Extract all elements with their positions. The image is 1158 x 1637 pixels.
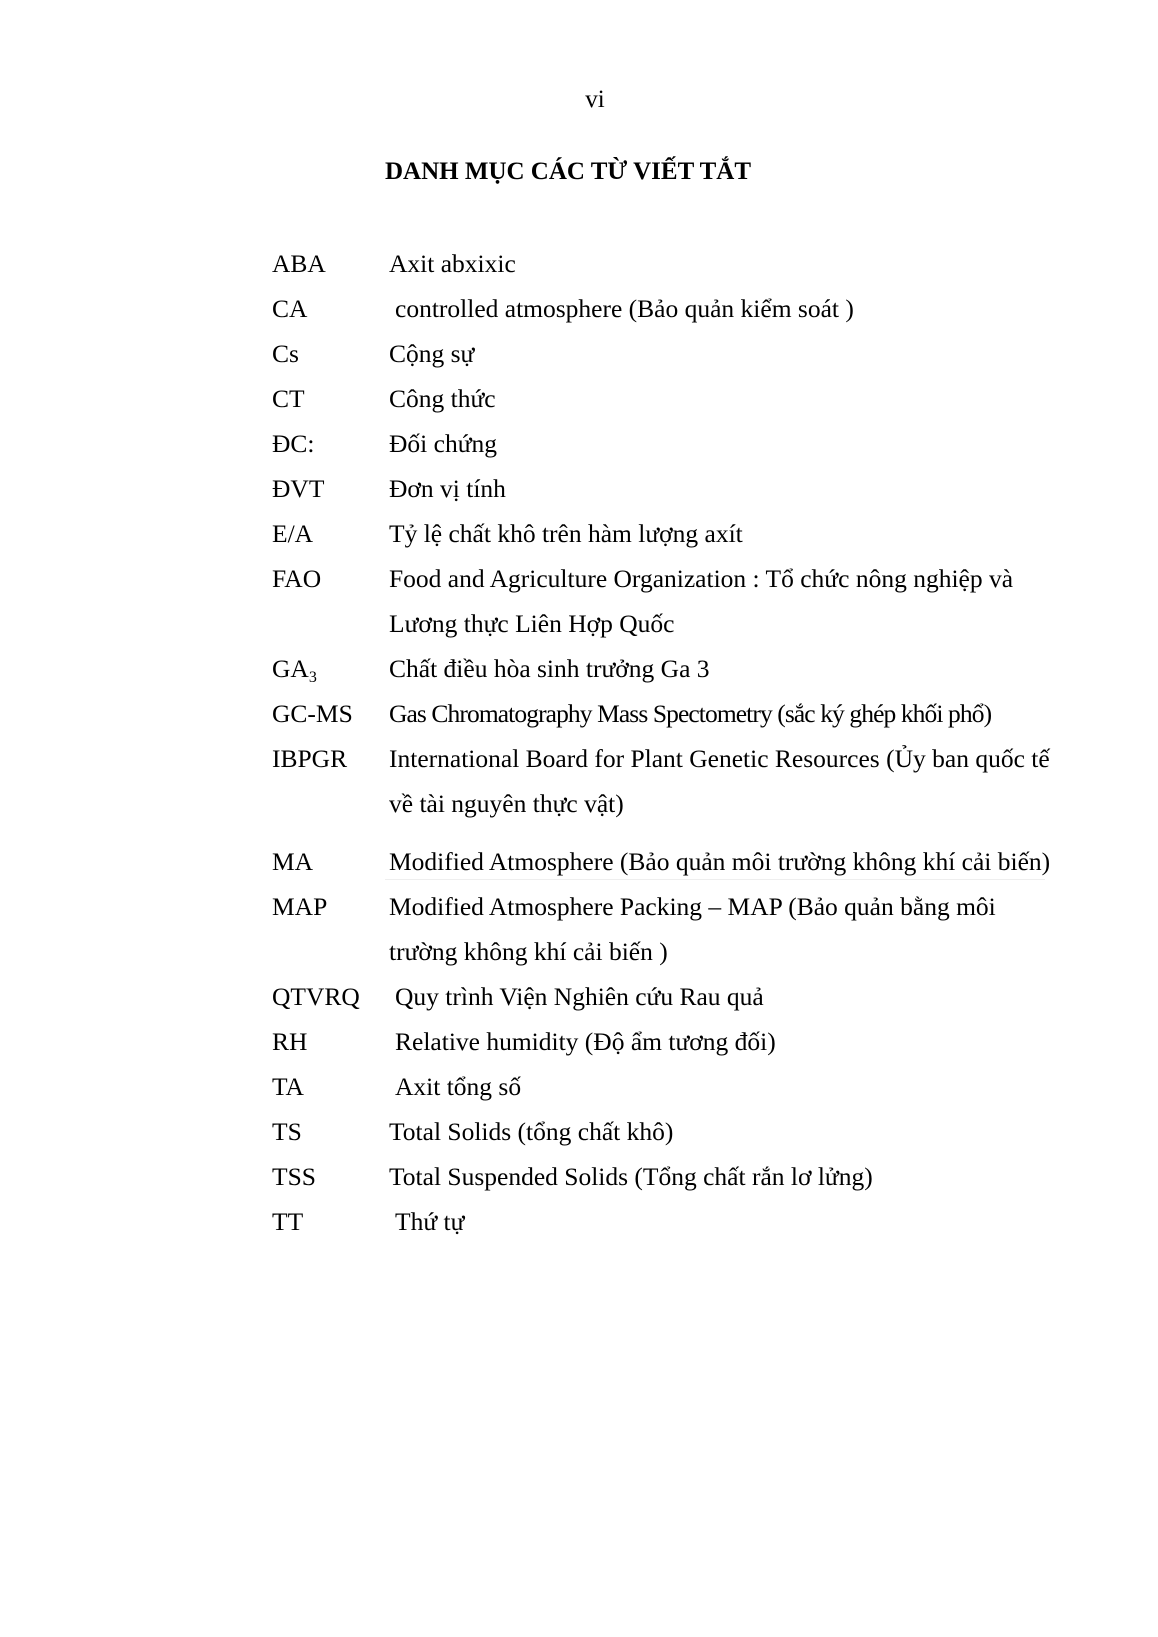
abbreviation: QTVRQ bbox=[272, 982, 360, 1011]
definition: controlled atmosphere (Bảo quản kiểm soát ) bbox=[395, 294, 854, 323]
list-item bbox=[272, 421, 1052, 466]
abbreviation: E/A bbox=[272, 519, 314, 548]
abbreviation: GC-MS bbox=[272, 699, 353, 728]
list-item bbox=[272, 646, 1052, 691]
definition: Relative humidity (Độ ẩm tương đối) bbox=[395, 1027, 776, 1056]
abbreviation: CA bbox=[272, 294, 308, 323]
abbreviation: CT bbox=[272, 384, 305, 413]
page-title: DANH MỤC CÁC TỪ VIẾT TẮT bbox=[384, 158, 752, 185]
abbreviation: Cs bbox=[272, 339, 299, 368]
definition: Modified Atmosphere Packing – MAP (Bảo quản bằng môi trường không khí cải biến ) bbox=[389, 892, 996, 966]
list-item bbox=[272, 331, 1052, 376]
definition: Axit tổng số bbox=[395, 1072, 522, 1101]
abbreviation-base: GA bbox=[272, 654, 309, 683]
abbreviation: TA bbox=[272, 1072, 304, 1101]
definition: Gas Chromatography Mass Spectometry (sắc ký ghép khối phổ) bbox=[389, 699, 992, 728]
list-item bbox=[272, 1199, 1052, 1244]
definition: Chất điều hòa sinh trưởng Ga 3 bbox=[389, 654, 710, 683]
list-item bbox=[272, 1064, 1052, 1109]
abbreviation: ĐVT bbox=[272, 474, 325, 503]
definition: Cộng sự bbox=[389, 339, 475, 368]
list-item bbox=[272, 286, 1052, 331]
definition: Total Solids (tổng chất khô) bbox=[389, 1117, 674, 1146]
abbreviation: TT bbox=[272, 1207, 304, 1236]
abbreviation: ABA bbox=[272, 249, 326, 278]
abbreviation: MAP bbox=[272, 892, 328, 921]
list-item bbox=[272, 466, 1052, 511]
definition: Tỷ lệ chất khô trên hàm lượng axít bbox=[389, 519, 743, 548]
list-item bbox=[272, 241, 1052, 286]
definition: International Board for Plant Genetic Resources (Ủy ban quốc tế về tài nguyên thực vật) bbox=[389, 744, 1050, 818]
list-item bbox=[272, 1019, 1052, 1064]
abbreviation-subscript: 3 bbox=[308, 669, 317, 686]
list-item bbox=[272, 376, 1052, 421]
list-item bbox=[272, 974, 1052, 1019]
abbreviation-list bbox=[272, 241, 1052, 1244]
list-item bbox=[272, 691, 1052, 736]
page-number: vi bbox=[585, 86, 605, 113]
list-item bbox=[272, 511, 1052, 556]
definition: Modified Atmosphere (Bảo quản môi trường không khí cải biến) bbox=[389, 847, 1051, 876]
list-item bbox=[272, 736, 1052, 826]
definition: Total Suspended Solids (Tổng chất rắn lơ lửng) bbox=[389, 1162, 873, 1191]
list-item bbox=[272, 839, 1052, 884]
definition: Công thức bbox=[389, 384, 496, 413]
abbreviation: TSS bbox=[272, 1162, 316, 1191]
list-item bbox=[272, 1109, 1052, 1154]
definition: Axit abxixic bbox=[389, 249, 516, 278]
list-item bbox=[272, 884, 1052, 974]
abbreviation: TS bbox=[272, 1117, 302, 1146]
definition: Quy trình Viện Nghiên cứu Rau quả bbox=[395, 982, 764, 1011]
list-item bbox=[272, 556, 1052, 646]
abbreviation: ĐC: bbox=[272, 429, 315, 458]
abbreviation: MA bbox=[272, 847, 314, 876]
abbreviation: RH bbox=[272, 1027, 308, 1056]
definition: Thứ tự bbox=[395, 1207, 465, 1236]
abbreviation: FAO bbox=[272, 564, 322, 593]
definition: Đối chứng bbox=[389, 429, 498, 458]
definition: Đơn vị tính bbox=[389, 474, 506, 503]
abbreviation bbox=[272, 646, 389, 691]
definition: Food and Agriculture Organization : Tổ chức nông nghiệp và Lương thực Liên Hợp Quốc bbox=[389, 564, 1014, 638]
table-divider bbox=[385, 879, 1045, 880]
abbreviation: IBPGR bbox=[272, 744, 348, 773]
list-item bbox=[272, 1154, 1052, 1199]
